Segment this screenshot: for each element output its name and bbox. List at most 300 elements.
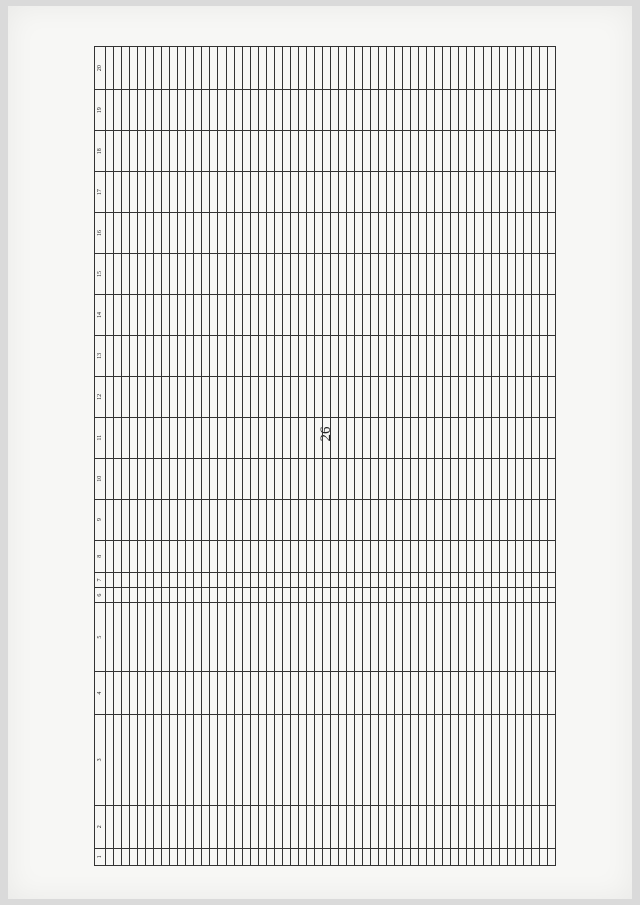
table-cell — [258, 672, 266, 715]
table-cell — [290, 172, 298, 213]
table-cell — [290, 335, 298, 376]
table-cell — [387, 848, 395, 865]
table-cell — [138, 458, 146, 499]
table-cell — [379, 715, 387, 806]
table-cell — [250, 90, 258, 131]
table-cell — [419, 588, 427, 603]
table-cell — [515, 715, 523, 806]
table-cell — [306, 603, 314, 672]
table-cell — [146, 848, 154, 865]
table-cell — [106, 805, 114, 848]
table-cell — [162, 254, 170, 295]
table-cell — [531, 335, 539, 376]
table-cell — [106, 131, 114, 172]
table-cell — [106, 335, 114, 376]
table-cell — [403, 603, 411, 672]
table-cell — [507, 131, 515, 172]
table-cell — [154, 172, 162, 213]
table-cell — [371, 254, 379, 295]
table-row — [507, 47, 515, 866]
table-cell — [451, 715, 459, 806]
table-cell — [186, 417, 194, 458]
table-cell — [250, 672, 258, 715]
table-cell — [130, 499, 138, 540]
table-cell — [459, 540, 467, 572]
table-cell — [475, 603, 483, 672]
table-cell — [459, 376, 467, 417]
table-cell — [363, 540, 371, 572]
table-cell — [314, 603, 322, 672]
table-cell — [371, 848, 379, 865]
table-cell — [146, 254, 154, 295]
table-cell — [531, 603, 539, 672]
table-cell — [298, 376, 306, 417]
table-cell — [218, 213, 226, 254]
table-cell — [274, 588, 282, 603]
table-cell — [146, 458, 154, 499]
table-cell — [395, 805, 403, 848]
table-cell — [210, 603, 218, 672]
table-cell — [523, 672, 531, 715]
table-cell — [114, 90, 122, 131]
table-cell — [507, 417, 515, 458]
table-cell — [122, 572, 130, 587]
table-cell — [218, 805, 226, 848]
table-cell — [427, 715, 435, 806]
table-cell — [306, 376, 314, 417]
table-cell — [250, 47, 258, 90]
table-cell — [523, 213, 531, 254]
table-cell — [218, 335, 226, 376]
table-cell — [475, 90, 483, 131]
table-cell — [186, 458, 194, 499]
table-cell — [170, 295, 178, 336]
table-cell — [250, 335, 258, 376]
table-cell — [314, 848, 322, 865]
table-cell — [346, 254, 354, 295]
table-row — [130, 47, 138, 866]
table-cell — [194, 417, 202, 458]
table-cell — [427, 603, 435, 672]
table-cell — [395, 603, 403, 672]
table-cell — [170, 540, 178, 572]
table-cell — [258, 295, 266, 336]
table-cell — [210, 335, 218, 376]
table-cell — [363, 376, 371, 417]
table-cell — [306, 848, 314, 865]
table-cell — [523, 90, 531, 131]
table-cell — [234, 572, 242, 587]
table-cell — [242, 131, 250, 172]
table-cell — [146, 131, 154, 172]
table-cell — [274, 47, 282, 90]
table-cell — [379, 417, 387, 458]
table-cell — [306, 499, 314, 540]
table-cell — [114, 172, 122, 213]
table-cell — [355, 376, 363, 417]
table-cell — [338, 715, 346, 806]
table-cell — [507, 540, 515, 572]
table-cell — [491, 172, 499, 213]
table-cell — [234, 47, 242, 90]
table-cell — [290, 254, 298, 295]
table-cell — [146, 672, 154, 715]
table-cell — [266, 572, 274, 587]
table-cell — [306, 295, 314, 336]
table-cell — [539, 90, 547, 131]
table-cell — [106, 172, 114, 213]
table-cell — [346, 458, 354, 499]
table-cell — [419, 715, 427, 806]
table-cell — [210, 715, 218, 806]
table-cell — [194, 603, 202, 672]
table-cell — [298, 254, 306, 295]
table-cell — [306, 213, 314, 254]
table-cell — [499, 376, 507, 417]
table-cell — [459, 172, 467, 213]
table-row — [178, 47, 186, 866]
table-cell — [210, 213, 218, 254]
table-cell — [122, 672, 130, 715]
table-cell — [162, 417, 170, 458]
table-cell — [322, 47, 330, 90]
table-cell — [114, 458, 122, 499]
table-cell — [491, 572, 499, 587]
table-cell — [515, 172, 523, 213]
table-cell — [395, 172, 403, 213]
table-cell — [363, 603, 371, 672]
table-cell — [266, 254, 274, 295]
table-cell — [218, 417, 226, 458]
table-cell — [242, 458, 250, 499]
table-cell — [467, 376, 475, 417]
table-cell — [154, 131, 162, 172]
table-cell — [338, 572, 346, 587]
table-cell — [298, 458, 306, 499]
table-cell — [346, 335, 354, 376]
table-cell — [122, 90, 130, 131]
table-row — [443, 47, 451, 866]
table-cell — [146, 588, 154, 603]
table-cell — [467, 295, 475, 336]
table-cell — [154, 540, 162, 572]
table-cell — [138, 47, 146, 90]
table-cell — [282, 603, 290, 672]
table-cell — [122, 131, 130, 172]
table-cell — [547, 335, 555, 376]
table-cell — [130, 417, 138, 458]
table-cell — [130, 47, 138, 90]
table-cell — [210, 672, 218, 715]
table-cell — [346, 572, 354, 587]
table-row — [162, 47, 170, 866]
table-cell — [258, 417, 266, 458]
table-cell — [531, 295, 539, 336]
table-cell — [507, 848, 515, 865]
table-cell — [355, 47, 363, 90]
table-cell — [282, 672, 290, 715]
table-cell — [154, 715, 162, 806]
table-cell — [475, 672, 483, 715]
table-cell — [387, 715, 395, 806]
table-cell — [451, 499, 459, 540]
table-cell — [218, 295, 226, 336]
table-cell — [226, 499, 234, 540]
table-cell — [459, 417, 467, 458]
table-cell — [539, 805, 547, 848]
table-cell — [138, 499, 146, 540]
table-cell — [419, 499, 427, 540]
table-cell — [298, 499, 306, 540]
table-cell — [467, 172, 475, 213]
table-cell — [314, 131, 322, 172]
table-cell — [178, 848, 186, 865]
table-cell — [371, 458, 379, 499]
table-cell — [298, 417, 306, 458]
table-cell — [427, 540, 435, 572]
table-cell — [186, 540, 194, 572]
table-cell — [531, 47, 539, 90]
table-cell — [218, 672, 226, 715]
table-cell — [170, 131, 178, 172]
table-cell — [411, 417, 419, 458]
table-row — [314, 47, 322, 866]
table-row — [547, 47, 555, 866]
table-cell — [290, 672, 298, 715]
table-cell — [531, 540, 539, 572]
table-cell — [282, 588, 290, 603]
table-cell — [371, 335, 379, 376]
table-cell — [483, 499, 491, 540]
table-cell — [194, 254, 202, 295]
table-cell — [330, 715, 338, 806]
table-cell — [427, 848, 435, 865]
table-cell — [427, 572, 435, 587]
table-cell — [314, 499, 322, 540]
table-row — [106, 47, 114, 866]
table-cell — [411, 458, 419, 499]
table-cell — [138, 213, 146, 254]
table-cell — [419, 295, 427, 336]
table-cell — [459, 603, 467, 672]
table-cell — [355, 848, 363, 865]
table-cell — [146, 172, 154, 213]
table-cell — [122, 172, 130, 213]
table-cell — [547, 254, 555, 295]
table-cell — [218, 47, 226, 90]
rotated-table-wrapper — [94, 46, 556, 866]
table-cell — [539, 295, 547, 336]
table-cell — [547, 213, 555, 254]
table-cell — [170, 588, 178, 603]
table-cell — [122, 499, 130, 540]
table-cell — [250, 458, 258, 499]
table-cell — [395, 47, 403, 90]
table-cell — [499, 540, 507, 572]
table-cell — [266, 295, 274, 336]
table-row — [539, 47, 547, 866]
table-cell — [330, 172, 338, 213]
table-cell — [194, 848, 202, 865]
table-cell — [411, 588, 419, 603]
table-cell — [387, 376, 395, 417]
table-cell — [499, 848, 507, 865]
table-cell — [146, 805, 154, 848]
table-cell — [162, 672, 170, 715]
table-cell — [146, 376, 154, 417]
table-row — [186, 47, 194, 866]
table-cell — [475, 588, 483, 603]
table-cell — [443, 47, 451, 90]
table-cell — [242, 672, 250, 715]
table-cell — [266, 588, 274, 603]
table-cell — [282, 335, 290, 376]
table-row — [266, 47, 274, 866]
table-cell — [290, 47, 298, 90]
table-cell — [138, 540, 146, 572]
table-cell — [218, 848, 226, 865]
table-cell — [435, 572, 443, 587]
table-cell — [435, 499, 443, 540]
table-cell — [122, 335, 130, 376]
table-cell — [346, 213, 354, 254]
table-cell — [491, 295, 499, 336]
table-cell — [387, 499, 395, 540]
table-cell — [483, 131, 491, 172]
table-cell — [106, 499, 114, 540]
table-cell — [266, 715, 274, 806]
table-cell — [547, 376, 555, 417]
table-cell — [523, 540, 531, 572]
table-row — [427, 47, 435, 866]
table-cell — [363, 131, 371, 172]
table-cell — [411, 499, 419, 540]
table-cell — [138, 254, 146, 295]
table-cell — [499, 172, 507, 213]
column-number-14: 14 — [95, 295, 106, 336]
column-number-5: 5 — [95, 603, 106, 672]
table-cell — [387, 90, 395, 131]
table-cell — [411, 47, 419, 90]
table-cell — [379, 172, 387, 213]
table-cell — [539, 540, 547, 572]
table-cell — [507, 715, 515, 806]
table-cell — [338, 376, 346, 417]
table-cell — [122, 805, 130, 848]
table-cell — [202, 603, 210, 672]
table-cell — [419, 47, 427, 90]
table-cell — [290, 848, 298, 865]
table-cell — [314, 805, 322, 848]
table-cell — [395, 672, 403, 715]
table-cell — [467, 213, 475, 254]
table-cell — [130, 805, 138, 848]
table-cell — [475, 540, 483, 572]
table-cell — [435, 848, 443, 865]
table-cell — [547, 47, 555, 90]
table-cell — [531, 588, 539, 603]
column-number-19: 19 — [95, 90, 106, 131]
table-cell — [194, 572, 202, 587]
table-cell — [106, 715, 114, 806]
table-cell — [338, 213, 346, 254]
table-cell — [322, 458, 330, 499]
table-cell — [523, 172, 531, 213]
table-cell — [371, 499, 379, 540]
column-number-11: 11 — [95, 417, 106, 458]
table-cell — [218, 572, 226, 587]
table-cell — [114, 715, 122, 806]
table-row — [170, 47, 178, 866]
table-cell — [242, 172, 250, 213]
table-cell — [226, 588, 234, 603]
table-cell — [154, 458, 162, 499]
table-cell — [507, 213, 515, 254]
table-cell — [459, 213, 467, 254]
table-cell — [138, 335, 146, 376]
table-cell — [330, 572, 338, 587]
table-cell — [210, 499, 218, 540]
table-cell — [322, 572, 330, 587]
table-cell — [162, 376, 170, 417]
table-cell — [322, 848, 330, 865]
table-cell — [162, 848, 170, 865]
table-cell — [371, 417, 379, 458]
table-cell — [371, 805, 379, 848]
table-cell — [106, 603, 114, 672]
table-cell — [419, 254, 427, 295]
table-cell — [322, 715, 330, 806]
table-cell — [298, 715, 306, 806]
table-cell — [338, 848, 346, 865]
table-cell — [202, 572, 210, 587]
table-cell — [491, 47, 499, 90]
table-cell — [194, 715, 202, 806]
table-cell — [242, 603, 250, 672]
table-cell — [322, 603, 330, 672]
table-cell — [427, 417, 435, 458]
table-cell — [162, 47, 170, 90]
table-cell — [290, 376, 298, 417]
table-cell — [266, 848, 274, 865]
table-cell — [234, 499, 242, 540]
table-cell — [114, 848, 122, 865]
table-cell — [363, 417, 371, 458]
table-cell — [242, 715, 250, 806]
table-cell — [435, 47, 443, 90]
table-cell — [314, 588, 322, 603]
column-number-2: 2 — [95, 805, 106, 848]
table-cell — [523, 572, 531, 587]
table-cell — [387, 805, 395, 848]
table-cell — [210, 376, 218, 417]
table-cell — [427, 335, 435, 376]
table-cell — [282, 376, 290, 417]
table-cell — [234, 672, 242, 715]
table-cell — [371, 172, 379, 213]
table-cell — [363, 805, 371, 848]
table-cell — [154, 672, 162, 715]
table-cell — [338, 805, 346, 848]
table-cell — [138, 172, 146, 213]
column-number-13: 13 — [95, 335, 106, 376]
table-cell — [451, 417, 459, 458]
table-cell — [186, 47, 194, 90]
table-cell — [178, 603, 186, 672]
table-cell — [154, 499, 162, 540]
table-cell — [258, 715, 266, 806]
table-cell — [154, 848, 162, 865]
